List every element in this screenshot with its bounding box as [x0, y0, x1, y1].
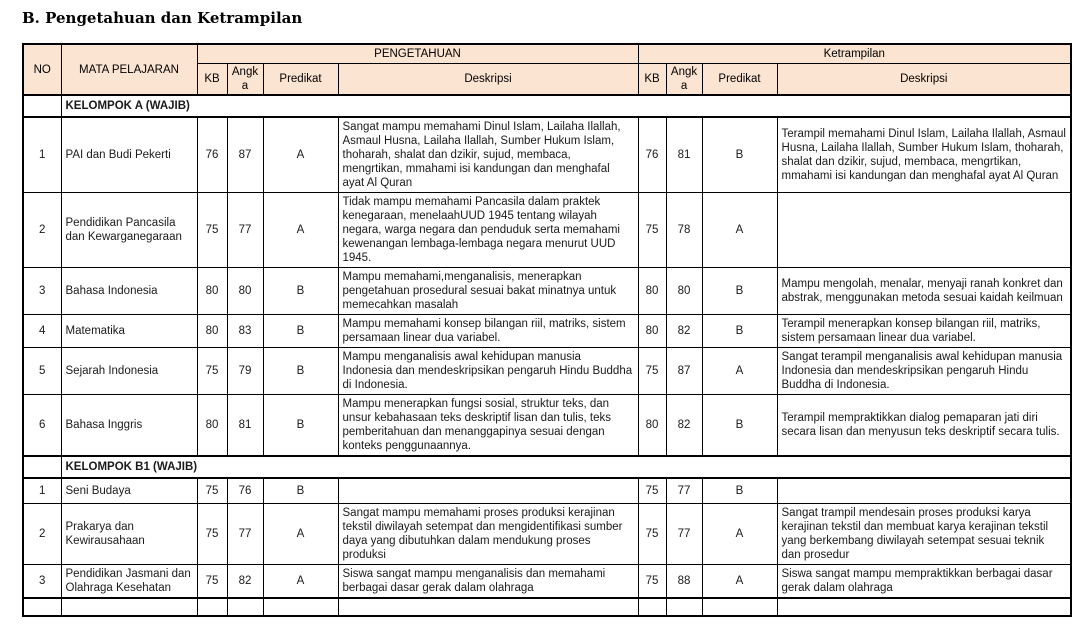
- cell-ketrampilan-deskripsi: Mampu mengolah, menalar, menyaji ranah konkret dan abstrak, menggunakan metoda sesuai kaidah keilmuan: [777, 268, 1071, 315]
- cell-clipped: [638, 598, 666, 616]
- cell-pengetahuan-deskripsi: Siswa sangat mampu menganalisis dan memahami berbagai dasar gerak dalam olahraga: [338, 565, 638, 599]
- cell-subject: Bahasa Inggris: [61, 395, 197, 457]
- cell-pengetahuan-angka: 79: [227, 348, 263, 395]
- cell-ketrampilan-deskripsi: [777, 193, 1071, 268]
- cell-ketrampilan-kb: 80: [638, 268, 666, 315]
- cell-pengetahuan-kb: 75: [197, 504, 227, 565]
- cell-pengetahuan-deskripsi: Sangat mampu memahami proses produksi kerajinan tekstil diwilayah setempat dan mengidentifikasi sumber daya yang dibutuhkan dalam mendukung proses produksi: [338, 504, 638, 565]
- cell-ketrampilan-predikat: B: [702, 117, 777, 193]
- cell-ketrampilan-predikat: A: [702, 504, 777, 565]
- cell-ketrampilan-kb: 75: [638, 504, 666, 565]
- cell-no: 3: [23, 565, 61, 599]
- table-row: [23, 193, 1071, 268]
- cell-pengetahuan-kb: 80: [197, 315, 227, 348]
- cell-pengetahuan-kb: 80: [197, 395, 227, 457]
- cell-ketrampilan-kb: 75: [638, 565, 666, 599]
- cell-ketrampilan-angka: 77: [666, 478, 702, 504]
- group-row: [23, 95, 1071, 117]
- cell-pengetahuan-predikat: A: [263, 117, 338, 193]
- table-row: [23, 117, 1071, 193]
- cell-pengetahuan-predikat: A: [263, 504, 338, 565]
- cell-clipped: [227, 598, 263, 616]
- cell-pengetahuan-predikat: A: [263, 193, 338, 268]
- cell-no: 5: [23, 348, 61, 395]
- col-header-k-deskripsi: Deskripsi: [777, 64, 1071, 96]
- cell-clipped: [338, 598, 638, 616]
- cell-pengetahuan-predikat: A: [263, 565, 338, 599]
- cell-pengetahuan-kb: 75: [197, 565, 227, 599]
- cell-pengetahuan-deskripsi: Sangat mampu memahami Dinul Islam, Lailaha Ilallah, Asmaul Husna, Lailaha Ilallah, Sumber Hukum Islam, thoharah, shalat dan dzikir, sujud, membaca, mengrtikan, mmahami isi kandungan dan menghafal ayat Al Quran: [338, 117, 638, 193]
- cell-ketrampilan-kb: 75: [638, 193, 666, 268]
- cell-no: 1: [23, 478, 61, 504]
- cell-pengetahuan-angka: 76: [227, 478, 263, 504]
- cell-ketrampilan-predikat: B: [702, 315, 777, 348]
- cell-ketrampilan-angka: 82: [666, 315, 702, 348]
- cell-subject: Bahasa Indonesia: [61, 268, 197, 315]
- cell-pengetahuan-angka: 87: [227, 117, 263, 193]
- table-row: [23, 348, 1071, 395]
- cell-ketrampilan-angka: 77: [666, 504, 702, 565]
- table-row: [23, 268, 1071, 315]
- cell-group-no: [23, 456, 61, 478]
- cell-pengetahuan-deskripsi: Mampu menganalisis awal kehidupan manusia Indonesia dan mendeskripsikan pengaruh Hindu Buddha di Indonesia.: [338, 348, 638, 395]
- cell-ketrampilan-deskripsi: Sangat terampil menganalisis awal kehidupan manusia Indonesia dan mendeskripsikan pengaruh Hindu Buddha di Indonesia.: [777, 348, 1071, 395]
- cell-ketrampilan-kb: 80: [638, 315, 666, 348]
- col-header-pengetahuan: PENGETAHUAN: [197, 44, 638, 64]
- cell-clipped: [23, 598, 61, 616]
- cell-pengetahuan-kb: 75: [197, 478, 227, 504]
- table-row: [23, 504, 1071, 565]
- cell-ketrampilan-kb: 80: [638, 395, 666, 457]
- cell-clipped: [61, 598, 197, 616]
- cell-ketrampilan-predikat: B: [702, 395, 777, 457]
- cell-pengetahuan-angka: 83: [227, 315, 263, 348]
- cell-pengetahuan-deskripsi: Mampu memahami konsep bilangan riil, matriks, sistem persamaan linear dua variabel.: [338, 315, 638, 348]
- col-header-k-angka: Angka: [666, 64, 702, 96]
- cell-ketrampilan-deskripsi: Terampil mempraktikkan dialog pemaparan jati diri secara lisan dan menyusun teks deskriptif secara tulis.: [777, 395, 1071, 457]
- col-header-ketrampilan: Ketrampilan: [638, 44, 1071, 64]
- cell-ketrampilan-angka: 80: [666, 268, 702, 315]
- cell-pengetahuan-angka: 80: [227, 268, 263, 315]
- cell-ketrampilan-predikat: B: [702, 268, 777, 315]
- col-header-p-deskripsi: Deskripsi: [338, 64, 638, 96]
- cell-no: 2: [23, 193, 61, 268]
- col-header-k-predikat: Predikat: [702, 64, 777, 96]
- cell-ketrampilan-angka: 87: [666, 348, 702, 395]
- cell-ketrampilan-angka: 78: [666, 193, 702, 268]
- cell-pengetahuan-angka: 77: [227, 504, 263, 565]
- cell-pengetahuan-kb: 75: [197, 193, 227, 268]
- cell-subject: Pendidikan Jasmani dan Olahraga Kesehatan: [61, 565, 197, 599]
- cell-ketrampilan-deskripsi: Siswa sangat mampu mempraktikkan berbagai dasar gerak dalam olahraga: [777, 565, 1071, 599]
- cell-clipped: [263, 598, 338, 616]
- table-row: [23, 478, 1071, 504]
- cell-subject: Prakarya dan Kewirausahaan: [61, 504, 197, 565]
- cell-ketrampilan-predikat: A: [702, 565, 777, 599]
- cell-group-no: [23, 95, 61, 117]
- cell-pengetahuan-kb: 75: [197, 348, 227, 395]
- group-label: KELOMPOK B1 (WAJIB): [61, 456, 1071, 478]
- cell-no: 2: [23, 504, 61, 565]
- cell-subject: PAI dan Budi Pekerti: [61, 117, 197, 193]
- cell-ketrampilan-deskripsi: Sangat trampil mendesain proses produksi karya kerajinan tekstil dan membuat karya kerajinan tekstil yang berkembang diwilayah setempat sesuai teknik dan prosedur: [777, 504, 1071, 565]
- cell-pengetahuan-kb: 76: [197, 117, 227, 193]
- cell-clipped: [666, 598, 702, 616]
- group-row: [23, 456, 1071, 478]
- grades-table-body: [23, 95, 1071, 616]
- cell-pengetahuan-predikat: B: [263, 268, 338, 315]
- cell-clipped: [777, 598, 1071, 616]
- table-row: [23, 315, 1071, 348]
- cell-ketrampilan-predikat: B: [702, 478, 777, 504]
- cell-pengetahuan-kb: 80: [197, 268, 227, 315]
- cell-subject: Pendidikan Pancasila dan Kewarganegaraan: [61, 193, 197, 268]
- cell-pengetahuan-angka: 81: [227, 395, 263, 457]
- grades-table: [22, 43, 1072, 617]
- cell-pengetahuan-predikat: B: [263, 348, 338, 395]
- col-header-no: NO: [23, 44, 61, 95]
- cell-pengetahuan-deskripsi: [338, 478, 638, 504]
- clipped-row: [23, 598, 1071, 616]
- cell-pengetahuan-predikat: B: [263, 315, 338, 348]
- cell-clipped: [702, 598, 777, 616]
- cell-pengetahuan-deskripsi: Mampu menerapkan fungsi sosial, struktur teks, dan unsur kebahasaan teks deskriptif lisan dan tulis, teks pemberitahuan dan menanggapinya sesuai dengan konteks penggunaannya.: [338, 395, 638, 457]
- cell-no: 3: [23, 268, 61, 315]
- section-title: B. Pengetahuan dan Ketrampilan: [22, 9, 303, 27]
- col-header-k-kb: KB: [638, 64, 666, 96]
- table-row: [23, 395, 1071, 457]
- col-header-p-kb: KB: [197, 64, 227, 96]
- cell-subject: Matematika: [61, 315, 197, 348]
- cell-clipped: [197, 598, 227, 616]
- cell-subject: Sejarah Indonesia: [61, 348, 197, 395]
- cell-no: 4: [23, 315, 61, 348]
- group-label: KELOMPOK A (WAJIB): [61, 95, 1071, 117]
- cell-ketrampilan-angka: 81: [666, 117, 702, 193]
- cell-pengetahuan-deskripsi: Tidak mampu memahami Pancasila dalam praktek kenegaraan, menelaahUUD 1945 tentang wilayah negara, warga negara dan penduduk serta memahami kewenangan lembaga-lembaga negara menurut UUD 1945.: [338, 193, 638, 268]
- cell-ketrampilan-kb: 76: [638, 117, 666, 193]
- cell-pengetahuan-predikat: B: [263, 478, 338, 504]
- col-header-p-angka: Angka: [227, 64, 263, 96]
- table-row: [23, 565, 1071, 599]
- col-header-p-predikat: Predikat: [263, 64, 338, 96]
- cell-ketrampilan-kb: 75: [638, 478, 666, 504]
- cell-ketrampilan-predikat: A: [702, 348, 777, 395]
- cell-pengetahuan-deskripsi: Mampu memahami,menganalisis, menerapkan pengetahuan prosedural sesuai bakat minatnya untuk memecahkan masalah: [338, 268, 638, 315]
- cell-ketrampilan-angka: 88: [666, 565, 702, 599]
- col-header-subject: MATA PELAJARAN: [61, 44, 197, 95]
- cell-ketrampilan-kb: 75: [638, 348, 666, 395]
- cell-no: 1: [23, 117, 61, 193]
- cell-ketrampilan-predikat: A: [702, 193, 777, 268]
- cell-pengetahuan-angka: 82: [227, 565, 263, 599]
- cell-ketrampilan-deskripsi: Terampil menerapkan konsep bilangan riil, matriks, sistem persamaan linear dua variabel.: [777, 315, 1071, 348]
- cell-ketrampilan-angka: 82: [666, 395, 702, 457]
- cell-no: 6: [23, 395, 61, 457]
- cell-pengetahuan-predikat: B: [263, 395, 338, 457]
- cell-subject: Seni Budaya: [61, 478, 197, 504]
- cell-ketrampilan-deskripsi: [777, 478, 1071, 504]
- cell-pengetahuan-angka: 77: [227, 193, 263, 268]
- cell-ketrampilan-deskripsi: Terampil memahami Dinul Islam, Lailaha Ilallah, Asmaul Husna, Lailaha Ilallah, Sumber Hukum Islam, thoharah, shalat dan dzikir, sujud, membaca, mengrtikan, mmahami isi kandungan dan menghafal ayat Al Quran: [777, 117, 1071, 193]
